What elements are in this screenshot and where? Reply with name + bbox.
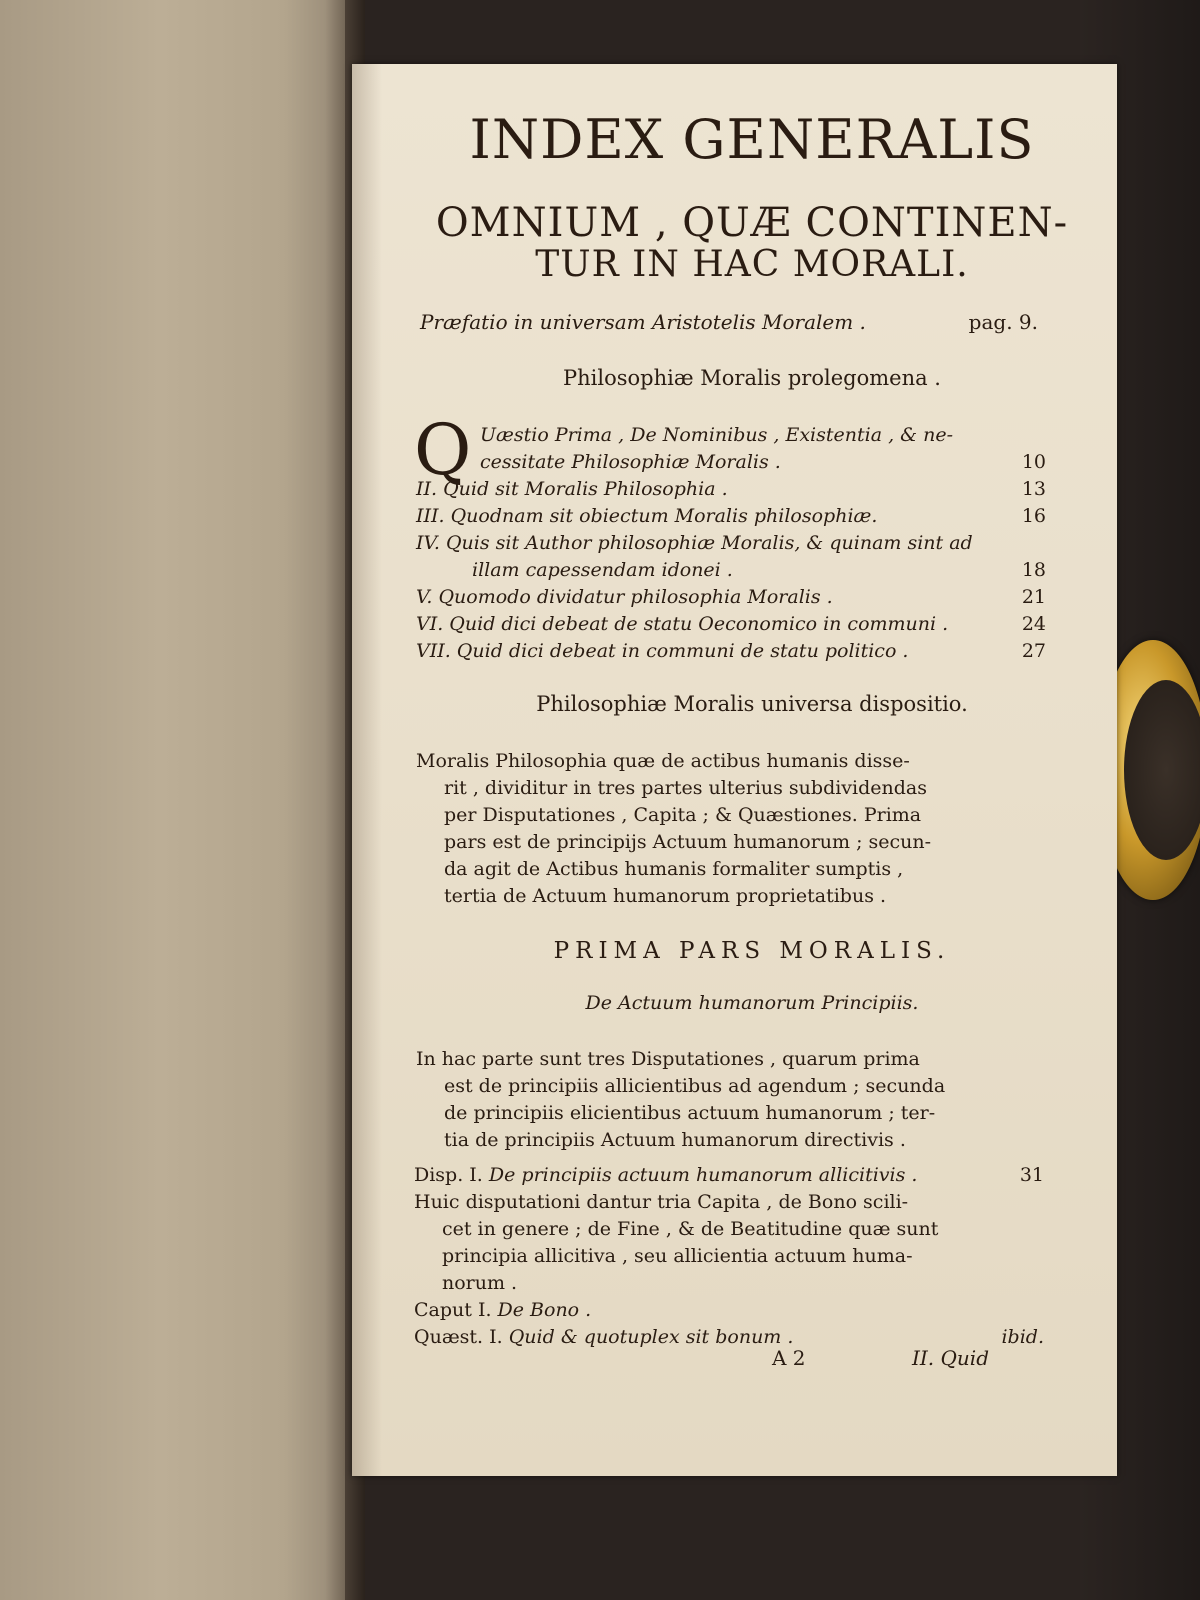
hac-parte-paragraph <box>416 1046 1046 1154</box>
text-line: norum . <box>442 1272 518 1294</box>
text-line: da agit de Actibus humanis formaliter sumptis , <box>444 858 904 880</box>
question-page: 18 <box>1021 559 1046 581</box>
drop-cap: Q <box>414 409 472 491</box>
text-line: In hac parte sunt tres Disputationes , quarum prima <box>416 1048 920 1070</box>
ornament-inner <box>1124 680 1200 860</box>
title-line-1: INDEX GENERALIS <box>469 108 1035 171</box>
caput-label: Caput I. <box>414 1299 492 1321</box>
text-line: rit , dividitur in tres partes ulterius subdividendas <box>444 777 928 799</box>
prefatio-text: Præfatio in universam Aristotelis Moralem . <box>420 310 866 334</box>
disp-page: 31 <box>1019 1164 1044 1186</box>
left-page <box>0 0 355 1600</box>
text-line: est de principiis allicientibus ad agendum ; secunda <box>444 1075 946 1097</box>
signature-mark: A 2 <box>772 1346 806 1370</box>
text-line: de principiis elicientibus actuum humanorum ; ter- <box>444 1102 936 1124</box>
question-list <box>414 409 1046 665</box>
question-page: 13 <box>1021 478 1046 500</box>
caput-entry <box>414 1297 1044 1324</box>
prima-pars-heading: PRIMA PARS MORALIS. <box>553 938 951 964</box>
list-item <box>416 638 1046 665</box>
list-item <box>416 584 1046 611</box>
question-text: cessitate Philosophiæ Moralis . <box>480 451 781 473</box>
question-text: III. Quodnam sit obiectum Moralis philosophiæ. <box>416 505 878 527</box>
disp-entry <box>414 1162 1044 1189</box>
question-page: 24 <box>1021 613 1046 635</box>
quaest-text: Quid & quotuplex sit bonum . <box>508 1326 794 1348</box>
disputation-entries <box>414 1162 1044 1351</box>
quaest-label: Quæst. I. <box>414 1326 503 1348</box>
title-line-3: TUR IN HAC MORALI. <box>535 244 969 285</box>
list-item <box>416 503 1046 530</box>
heading-dispositio: Philosophiæ Moralis universa dispositio. <box>536 692 968 716</box>
list-item <box>416 422 1046 449</box>
text-line: Huic disputationi dantur tria Capita , de Bono scili- <box>414 1191 909 1213</box>
quaest-page: ibid. <box>1001 1326 1044 1348</box>
question-text: VII. Quid dici debeat in communi de statu politico . <box>416 640 909 662</box>
text-line: cet in genere ; de Fine , & de Beatitudine quæ sunt <box>442 1218 939 1240</box>
question-text: IV. Quis sit Author philosophiæ Moralis, & quinam sint ad <box>416 532 973 554</box>
disp-label: Disp. I. <box>414 1164 483 1186</box>
text-line: pars est de principijs Actuum humanorum ; secun- <box>444 831 932 853</box>
list-item <box>416 611 1046 638</box>
title-line-2: OMNIUM , QUÆ CONTINEN- <box>435 200 1069 246</box>
text-line: principia allicitiva , seu allicientia actuum huma- <box>442 1245 913 1267</box>
question-text: II. Quid sit Moralis Philosophia . <box>416 478 728 500</box>
list-item <box>416 449 1046 476</box>
question-page: 16 <box>1021 505 1046 527</box>
question-text: V. Quomodo dividatur philosophia Moralis . <box>416 586 833 608</box>
text-line: tia de principiis Actuum humanorum directivis . <box>444 1129 906 1151</box>
prefatio-page: pag. 9. <box>968 310 1038 334</box>
question-text: Uæstio Prima , De Nominibus , Existentia , & ne- <box>480 424 954 446</box>
prefatio-entry <box>420 310 1038 340</box>
disp-text: De principiis actuum humanorum allicitivis . <box>488 1164 918 1186</box>
dispositio-paragraph <box>416 748 1046 910</box>
question-text: illam capessendam idonei . <box>472 559 733 581</box>
list-item <box>416 557 1046 584</box>
page-fold-shadow <box>352 64 382 1476</box>
question-page: 21 <box>1021 586 1046 608</box>
list-item <box>416 530 1046 557</box>
question-page: 27 <box>1021 640 1046 662</box>
caput-text: De Bono . <box>497 1299 592 1321</box>
heading-prolegomena: Philosophiæ Moralis prolegomena . <box>563 366 941 390</box>
text-line: tertia de Actuum humanorum proprietatibus . <box>444 885 887 907</box>
question-text: VI. Quid dici debeat de statu Oeconomico in communi . <box>416 613 949 635</box>
text-line: Moralis Philosophia quæ de actibus humanis disse- <box>416 750 910 772</box>
catchword: II. Quid <box>912 1346 989 1370</box>
question-page: 10 <box>1021 451 1046 473</box>
text-line: per Disputationes , Capita ; & Quæstiones. Prima <box>444 804 922 826</box>
index-page <box>352 64 1117 1476</box>
de-actuum-subheading: De Actuum humanorum Principiis. <box>585 992 919 1014</box>
list-item <box>416 476 1046 503</box>
